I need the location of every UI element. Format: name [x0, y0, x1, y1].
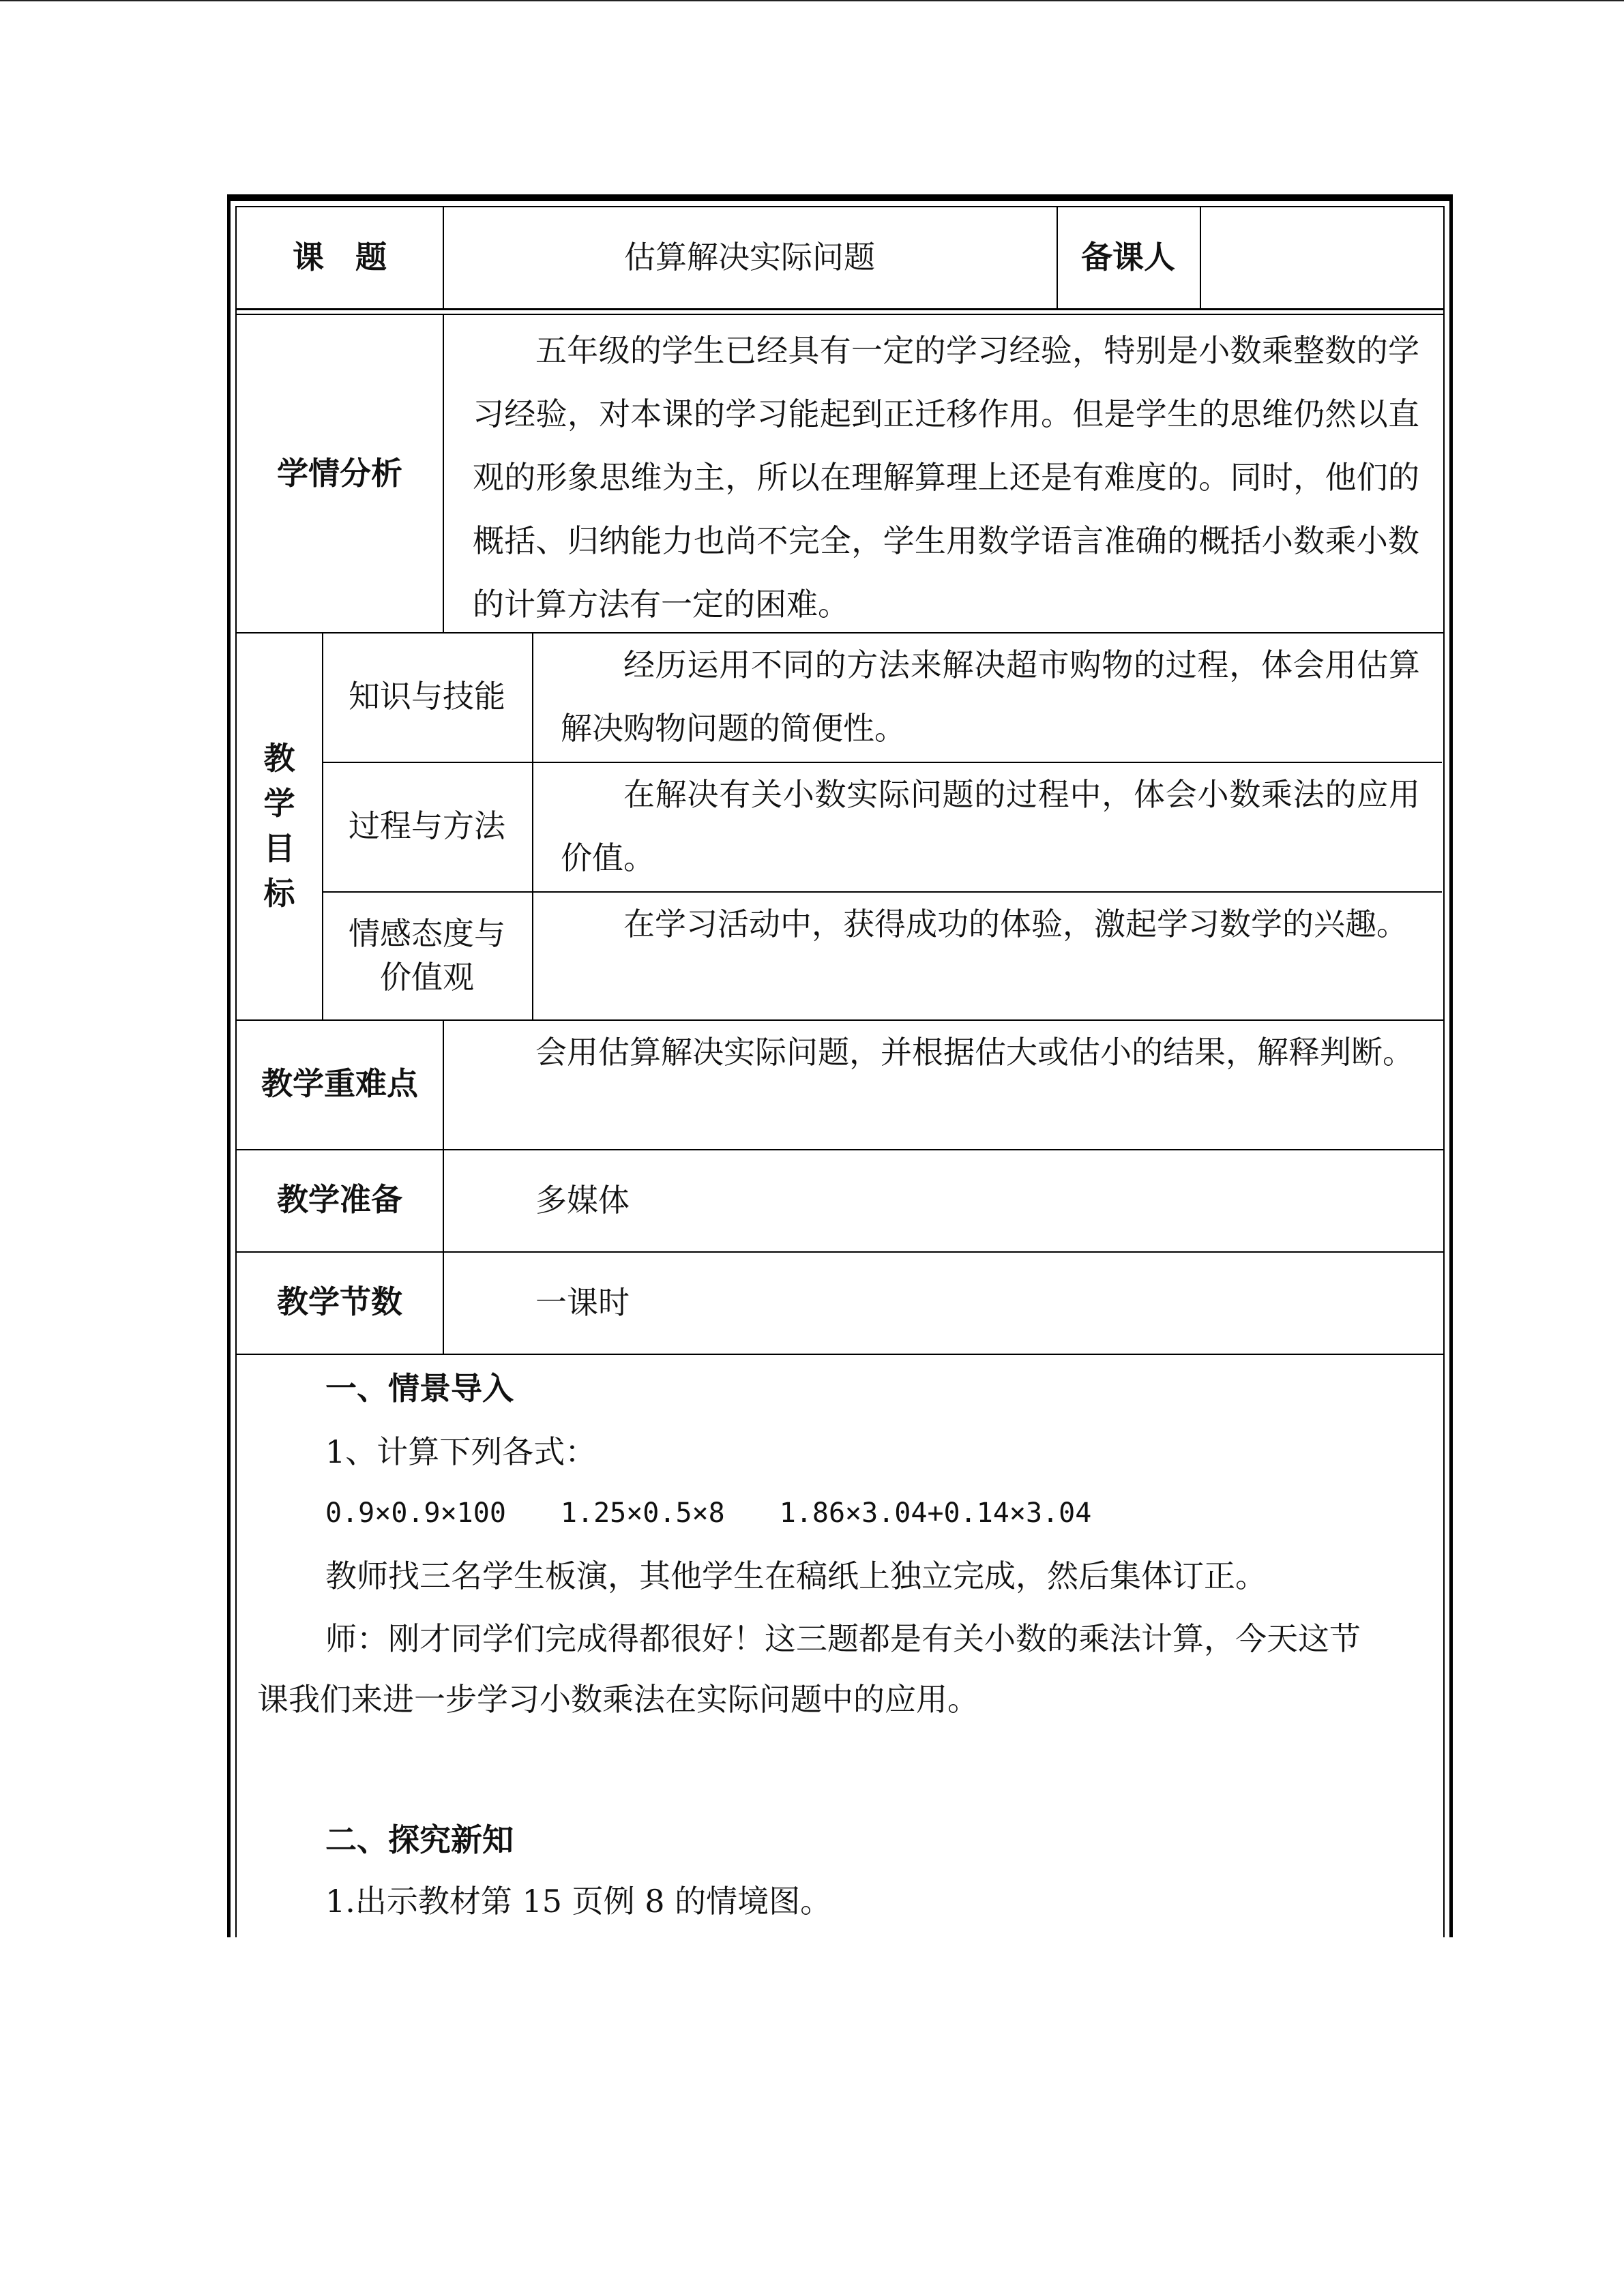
row-rule: [237, 632, 1443, 633]
lesson-line: 教师找三名学生板演，其他学生在稿纸上独立完成，然后集体订正。: [325, 1557, 1267, 1594]
objective-process-label: 过程与方法: [349, 807, 505, 845]
student-analysis-label: 学情分析: [277, 454, 402, 492]
top-rule: [0, 0, 1624, 1]
row-rule: [322, 762, 1442, 763]
row-rule: [237, 1251, 1443, 1253]
objectives-label-char: 学: [263, 785, 295, 822]
header-rule: [237, 308, 1443, 315]
column-rule: [443, 207, 444, 308]
lesson-line: 1、计算下列各式：: [325, 1433, 597, 1470]
objective-attitude-label-line: 情感态度与: [349, 915, 505, 952]
preparation-text: 多媒体: [535, 1182, 630, 1219]
objectives-label-char: 教: [263, 740, 295, 777]
row-rule: [237, 1019, 1443, 1021]
column-rule: [532, 632, 533, 1019]
objective-knowledge-label: 知识与技能: [349, 678, 505, 715]
column-rule: [1200, 207, 1201, 308]
row-rule: [237, 1149, 1443, 1150]
key-points-text: 会用估算解决实际问题，并根据估大或估小的结果，解释判断。: [535, 1034, 1414, 1071]
objective-attitude-text: 在学习活动中，获得成功的体验，激起学习数学的兴趣。: [623, 906, 1408, 942]
objectives-label-char: 标: [263, 875, 295, 912]
row-rule: [237, 1354, 1443, 1355]
objectives-label-char: 目: [263, 830, 295, 867]
objectives-label: [237, 632, 322, 1019]
preparer-label: 备课人: [1081, 239, 1175, 276]
periods-label: 教学节数: [277, 1283, 402, 1321]
student-analysis-text: 五年级的学生已经具有一定的学习经验，特别是小数乘整数的学习经验，对本课的学习能起到正迁移作用。但是学生的思维仍然以直观的形象思维为主，所以在理解算理上还是有难度的。同时，他们的概括、归纳能力也尚不完全，学生用数学语言准确的概括小数乘小数的计算方法有一定的困难。: [473, 332, 1419, 623]
topic-value: 估算解决实际问题: [624, 239, 875, 276]
lesson-line: 师：刚才同学们完成得都很好！这三题都是有关小数的乘法计算，今天这节: [325, 1620, 1361, 1657]
preparation-label: 教学准备: [277, 1181, 402, 1219]
periods-text: 一课时: [535, 1284, 630, 1321]
column-rule: [1057, 207, 1058, 308]
lesson-plan-table-inner: [235, 206, 1445, 1937]
column-rule: [443, 1019, 444, 1354]
objective-attitude-label: [322, 891, 532, 1019]
key-points-label: 教学重难点: [261, 1065, 418, 1103]
section-title: 二、探究新知: [325, 1821, 514, 1858]
lesson-plan-table: [227, 194, 1453, 1937]
lesson-line: 1.出示教材第 15 页例 8 的情境图。: [325, 1883, 832, 1920]
objective-attitude-label-line: 价值观: [380, 959, 474, 996]
topic-label: 课 题: [293, 239, 387, 276]
column-rule: [322, 632, 323, 1019]
lesson-expressions: 0.9×0.9×100 1.25×0.5×8 1.86×3.04+0.14×3.04: [325, 1497, 1092, 1529]
section-title: 一、情景导入: [325, 1370, 514, 1407]
column-rule: [443, 315, 444, 632]
objective-knowledge-text: 经历运用不同的方法来解决超市购物的过程，体会用估算解决购物问题的简便性。: [561, 646, 1420, 747]
objective-process-text: 在解决有关小数实际问题的过程中，体会小数乘法的应用价值。: [561, 776, 1420, 876]
row-rule: [322, 891, 1442, 893]
lesson-line: 课我们来进一步学习小数乘法在实际问题中的应用。: [257, 1681, 979, 1718]
preparer-value: [1200, 207, 1442, 308]
